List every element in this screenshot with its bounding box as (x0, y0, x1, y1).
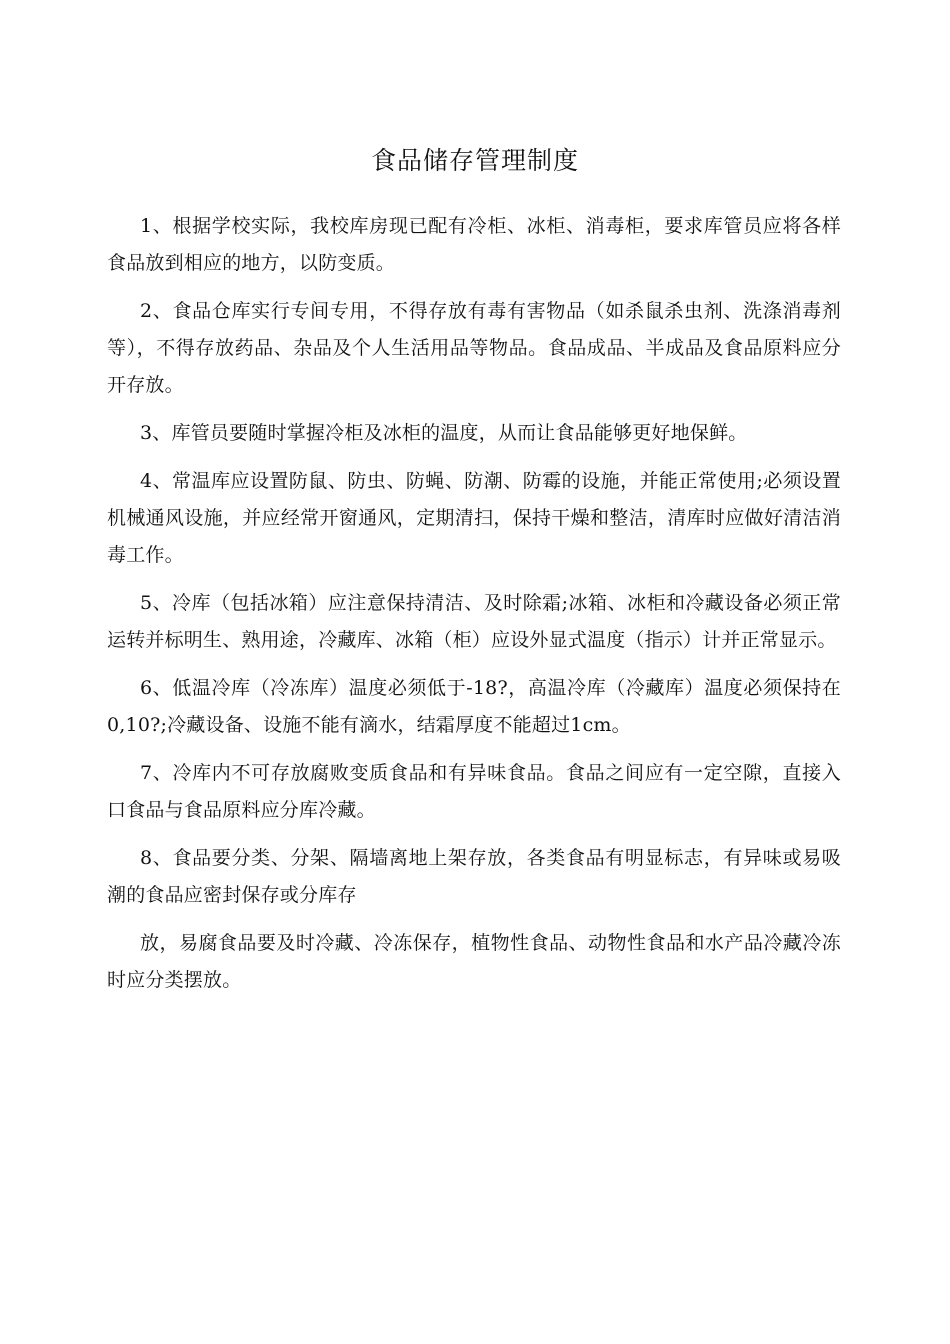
paragraph-3: 3、库管员要随时掌握冷柜及冰柜的温度，从而让食品能够更好地保鲜。 (140, 422, 748, 444)
document-body (107, 208, 841, 1010)
paragraph-6: 6、低温冷库（冷冻库）温度必须低于-18?，高温冷库（冷藏库）温度必须保持在0,10?;冷藏设备、设施不能有滴水，结霜厚度不能超过1cm。 (107, 677, 841, 736)
paragraph-4: 4、常温库应设置防鼠、防虫、防蝇、防潮、防霉的设施，并能正常使用;必须设置机械通风设施，并应经常开窗通风，定期清扫，保持干燥和整洁，清库时应做好清洁消毒工作。 (107, 470, 841, 566)
paragraph-8: 8、食品要分类、分架、隔墙离地上架存放，各类食品有明显标志，有异味或易吸潮的食品应密封保存或分库存 (107, 847, 841, 906)
paragraph-7: 7、冷库内不可存放腐败变质食品和有异味食品。食品之间应有一定空隙，直接入口食品与食品原料应分库冷藏。 (107, 762, 841, 821)
document-title: 食品储存管理制度 (370, 146, 579, 175)
paragraph-2: 2、食品仓库实行专间专用，不得存放有毒有害物品（如杀鼠杀虫剂、洗涤消毒剂等），不得存放药品、杂品及个人生活用品等物品。食品成品、半成品及食品原料应分开存放。 (107, 300, 841, 396)
paragraph-8-continued: 放，易腐食品要及时冷藏、冷冻保存，植物性食品、动物性食品和水产品冷藏冷冻时应分类摆放。 (107, 932, 841, 991)
paragraph-5: 5、冷库（包括冰箱）应注意保持清洁、及时除霜;冰箱、冰柜和冷藏设备必须正常运转并标明生、熟用途，冷藏库、冰箱（柜）应设外显式温度（指示）计并正常显示。 (107, 592, 841, 651)
paragraph-1: 1、根据学校实际，我校库房现已配有冷柜、冰柜、消毒柜，要求库管员应将各样食品放到相应的地方，以防变质。 (107, 215, 841, 274)
